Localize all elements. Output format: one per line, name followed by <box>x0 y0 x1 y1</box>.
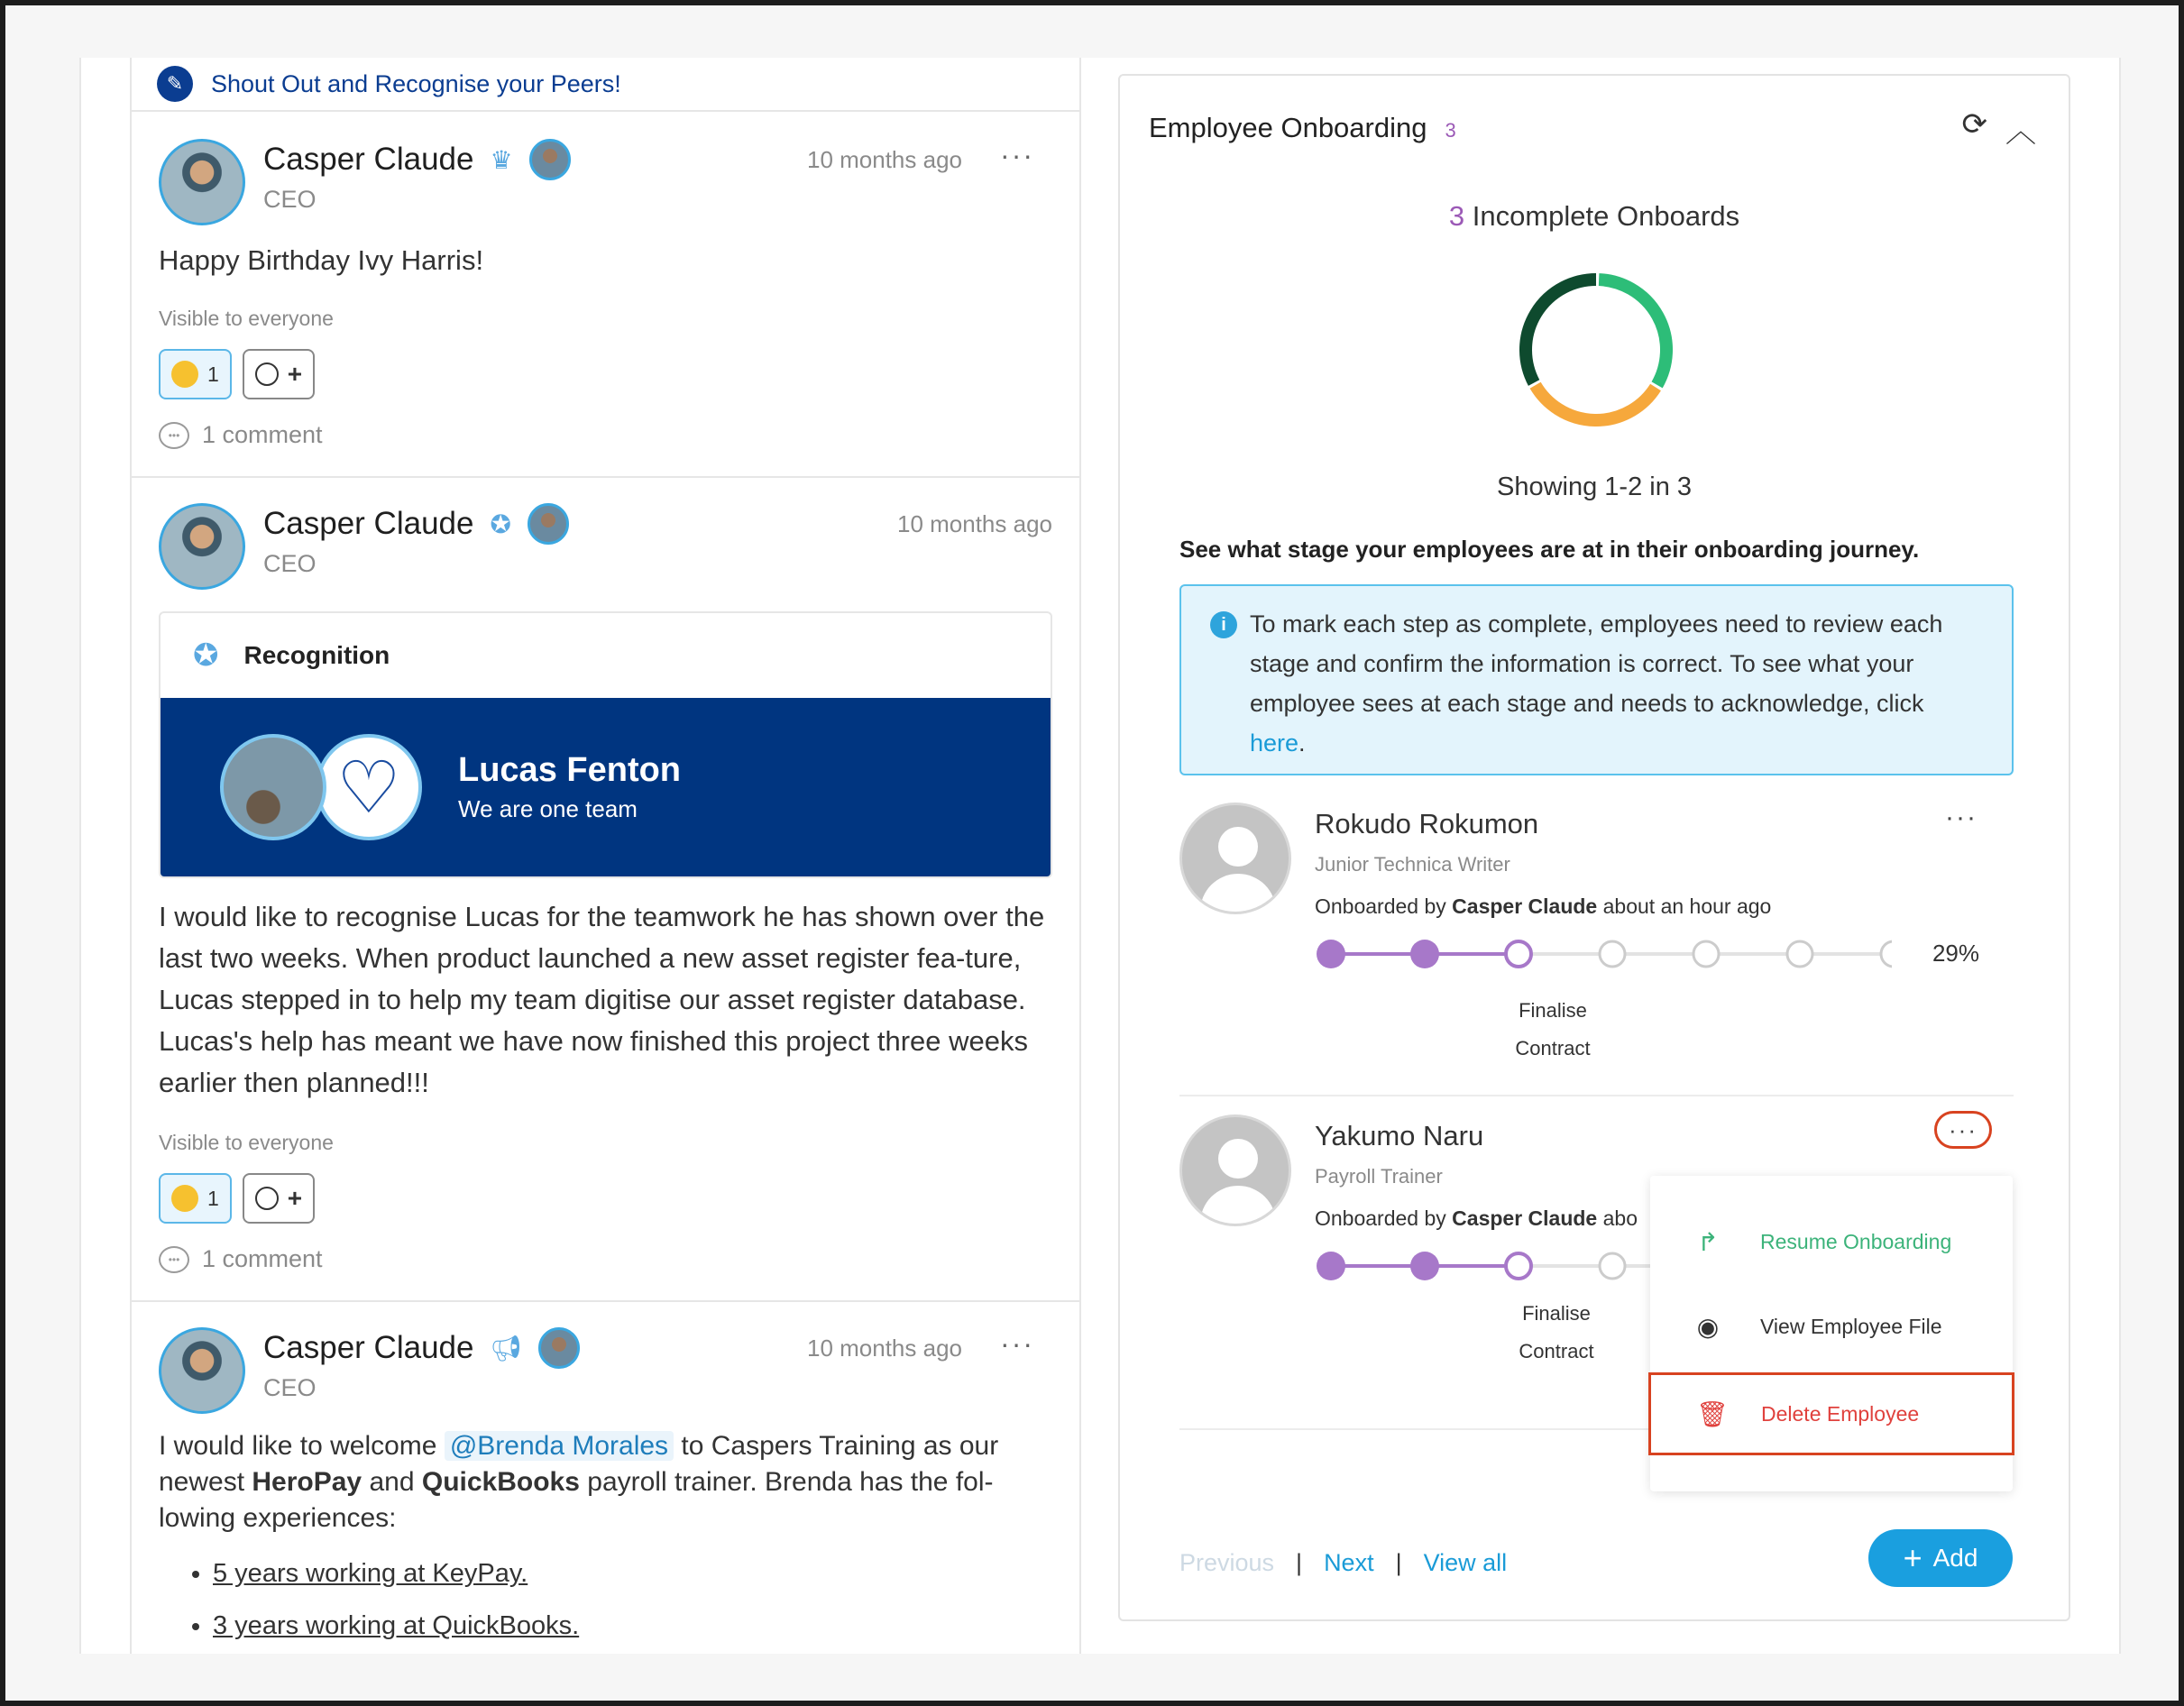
reaction-count: 1 <box>207 362 219 386</box>
plus-icon: + <box>287 360 303 388</box>
menu-item-label: View Employee File <box>1760 1314 1942 1338</box>
eye-icon: ◉ <box>1696 1312 1720 1341</box>
employee-role: Payroll Trainer <box>1315 1165 1443 1188</box>
post-more-icon[interactable]: ··· <box>1000 1327 1034 1360</box>
add-reaction-button[interactable] <box>243 1173 315 1224</box>
panel-title <box>1149 112 1456 144</box>
shout-out-link[interactable]: Shout Out and Recognise your Peers! <box>211 69 621 97</box>
post-text: payroll trainer. Brenda has the fol-lowing experiences: <box>159 1467 994 1533</box>
onboarded-by <box>1315 894 1771 919</box>
step-pending[interactable] <box>1881 941 1892 967</box>
step-complete[interactable] <box>1317 1252 1345 1280</box>
experience-list <box>213 1547 1052 1652</box>
smile-emoji-icon <box>171 361 198 388</box>
list-item[interactable]: • 5 years working at KeyPay. <box>213 1547 1052 1600</box>
view-all-link[interactable]: View all <box>1423 1549 1508 1576</box>
comment-bubble-icon: ••• <box>159 1246 189 1273</box>
medal-icon: ✪ <box>490 509 511 538</box>
smile-emoji-icon <box>171 1185 198 1212</box>
info-here-link[interactable]: here <box>1250 729 1299 757</box>
divider <box>1179 1095 2014 1096</box>
step-current[interactable] <box>1506 941 1531 967</box>
next-link[interactable]: Next <box>1324 1549 1374 1576</box>
step-label-line: Contract <box>1515 1037 1591 1059</box>
recognition-title: Recognition <box>243 641 390 669</box>
employee-role: Junior Technica Writer <box>1315 853 1510 876</box>
pager-separator: | <box>1296 1549 1303 1576</box>
stage-heading: See what stage your employees are at in their onboarding journey. <box>1179 536 1920 563</box>
previous-link[interactable]: Previous <box>1179 1549 1275 1576</box>
comment-bubble-icon: ••• <box>159 422 189 449</box>
recognition-card <box>159 611 1052 878</box>
app-frame <box>5 5 2179 1701</box>
reaction-button[interactable] <box>159 349 232 399</box>
add-button-label: Add <box>1932 1544 1978 1572</box>
post-time: 10 months ago <box>896 510 1052 537</box>
showing-count: Showing 1-2 in 3 <box>1496 472 1693 501</box>
step-pending[interactable] <box>1600 1253 1625 1279</box>
employee-name[interactable]: Yakumo Naru <box>1315 1120 1484 1151</box>
delete-employee-item[interactable] <box>1648 1372 2014 1455</box>
author-role: CEO <box>263 1374 317 1401</box>
employee-onboarding-panel <box>1118 74 2070 1621</box>
plus-icon: + <box>287 1184 303 1212</box>
step-complete[interactable] <box>1410 1252 1439 1280</box>
pager-separator: | <box>1395 1549 1402 1576</box>
social-feed <box>130 58 1081 1654</box>
onboarded-by-name: Casper Claude <box>1452 894 1598 918</box>
resume-onboarding-item[interactable] <box>1650 1201 2013 1282</box>
employee-item <box>1179 803 2014 1073</box>
comments-count: 1 comment <box>202 1245 323 1272</box>
post-text: and <box>362 1467 422 1497</box>
visibility-label: Visible to everyone <box>159 307 334 330</box>
step-complete[interactable] <box>1317 940 1345 968</box>
comments-link[interactable] <box>159 421 1052 476</box>
avatar[interactable] <box>159 503 245 590</box>
author-role: CEO <box>263 550 317 577</box>
list-item[interactable]: • 3 years working at QuickBooks. <box>213 1600 1052 1652</box>
current-step-label <box>1490 992 1616 1068</box>
author-name[interactable]: Casper Claude <box>263 506 474 541</box>
post-header <box>159 503 1052 593</box>
step-complete[interactable] <box>1410 940 1439 968</box>
post-header <box>159 1327 1052 1417</box>
post-body <box>159 1428 1052 1536</box>
recognised-value: We are one team <box>458 795 638 822</box>
onboarding-progress-track <box>1315 936 1892 972</box>
panel-title-text: Employee Onboarding <box>1149 112 1427 143</box>
panel-count-badge: 3 <box>1445 119 1456 142</box>
onboarded-by-suffix: about an hour ago <box>1597 894 1772 918</box>
recipient-avatar[interactable] <box>538 1327 580 1369</box>
emoji-icon <box>255 1187 279 1210</box>
employee-avatar[interactable] <box>1179 803 1291 914</box>
menu-item-label: Delete Employee <box>1761 1401 1920 1426</box>
step-label-line: Finalise <box>1519 999 1587 1022</box>
feed-post <box>132 112 1079 478</box>
add-reaction-button[interactable] <box>243 349 315 399</box>
employee-more-button-active[interactable]: ··· <box>1934 1111 1992 1149</box>
heart-icon: ♡ <box>316 734 422 840</box>
post-text: I would like to welcome <box>159 1431 445 1461</box>
post-text: to Caspers Training as our newest <box>159 1431 999 1497</box>
post-body: Happy Birthday Ivy Harris! <box>159 244 484 276</box>
step-label-line: Finalise <box>1522 1302 1591 1325</box>
plus-icon: + <box>1903 1539 1922 1576</box>
recognised-name: Lucas Fenton <box>458 751 682 789</box>
emoji-icon <box>255 362 279 386</box>
employee-name[interactable]: Rokudo Rokumon <box>1315 808 1539 839</box>
feed-post <box>132 1302 1079 1652</box>
pagination <box>1179 1549 1507 1577</box>
donut-segment <box>1536 385 1656 420</box>
progress-percent: 29% <box>1932 940 1979 967</box>
menu-item-label: Resume Onboarding <box>1760 1229 1952 1253</box>
incomplete-onboards-heading <box>1120 200 2069 233</box>
shout-out-bar[interactable] <box>132 58 1079 112</box>
post-time: 10 months ago <box>806 146 962 173</box>
onboarded-by <box>1315 1206 1638 1231</box>
chevron-up-icon[interactable]: ︿ <box>2005 115 2036 149</box>
step-pending[interactable] <box>1787 941 1812 967</box>
info-text-end: . <box>1298 729 1306 757</box>
post-more-icon[interactable]: ··· <box>1000 139 1034 171</box>
author-name[interactable]: Casper Claude <box>263 142 474 177</box>
forward-arrow-icon: ↱ <box>1697 1227 1719 1256</box>
post-body: I would like to recognise Lucas for the teamwork he has shown over the last two weeks. When product launched a new asset register fea-ture, Lucas stepped in to help my team digitise our asset register database. Lucas's help has meant we have now finished this project three weeks earlier then planned!!! <box>159 901 1045 1098</box>
donut-segment <box>1599 280 1666 385</box>
employee-context-menu <box>1650 1176 2013 1491</box>
onboarded-by-prefix: Onboarded by <box>1315 1206 1453 1230</box>
visibility-label: Visible to everyone <box>159 1131 334 1154</box>
info-icon: i <box>1210 611 1237 638</box>
step-current[interactable] <box>1506 1253 1531 1279</box>
employee-more-icon[interactable]: ··· <box>1945 803 1978 832</box>
current-step-label <box>1493 1295 1620 1371</box>
recognition-banner <box>161 698 1051 876</box>
info-box <box>1179 584 2014 775</box>
onboarding-donut-chart <box>1515 269 1677 431</box>
step-label-line: Contract <box>1519 1340 1594 1362</box>
onboarded-by-suffix: abo <box>1597 1206 1638 1230</box>
onboarded-by-prefix: Onboarded by <box>1315 894 1453 918</box>
author-role: CEO <box>263 186 317 213</box>
recipient-photo <box>220 734 326 840</box>
pencil-icon: ✎ <box>157 66 193 102</box>
employee-avatar[interactable] <box>1179 1114 1291 1226</box>
onboarded-by-name: Casper Claude <box>1452 1206 1598 1230</box>
add-button[interactable] <box>1868 1529 2013 1587</box>
incomplete-count: 3 <box>1448 200 1465 232</box>
feed-post <box>132 478 1079 1302</box>
megaphone-icon: 📢︎ <box>490 1334 523 1362</box>
post-header <box>159 139 1052 229</box>
info-text: To mark each step as complete, employees need to review each stage and confirm the information is correct. To see what your employee sees at each stage and needs to acknowledge, click <box>1250 610 1943 717</box>
incomplete-label: Incomplete Onboards <box>1472 200 1740 232</box>
reaction-count: 1 <box>207 1186 219 1210</box>
recipient-avatar[interactable] <box>529 139 571 180</box>
page <box>79 58 2121 1654</box>
post-bold-text: HeroPay <box>252 1467 362 1497</box>
birthday-cake-icon: ♛ <box>490 145 513 174</box>
mention-link[interactable]: @Brenda Morales <box>445 1431 674 1461</box>
comments-count: 1 comment <box>202 421 323 448</box>
donut-segment <box>1526 280 1596 383</box>
comments-link[interactable] <box>159 1245 1052 1300</box>
step-pending[interactable] <box>1693 941 1719 967</box>
refresh-icon[interactable]: ⟳ <box>1961 107 1987 142</box>
avatar[interactable] <box>159 139 245 225</box>
post-bold-text: QuickBooks <box>421 1467 580 1497</box>
author-name[interactable]: Casper Claude <box>263 1330 474 1365</box>
post-time: 10 months ago <box>806 1335 962 1362</box>
step-pending[interactable] <box>1600 941 1625 967</box>
view-employee-file-item[interactable] <box>1650 1286 2013 1367</box>
recipient-avatar[interactable] <box>528 503 569 545</box>
trash-icon: 🗑︎ <box>1696 1399 1729 1428</box>
reaction-button[interactable] <box>159 1173 232 1224</box>
medal-icon: ✪ <box>193 638 219 673</box>
avatar[interactable] <box>159 1327 245 1414</box>
